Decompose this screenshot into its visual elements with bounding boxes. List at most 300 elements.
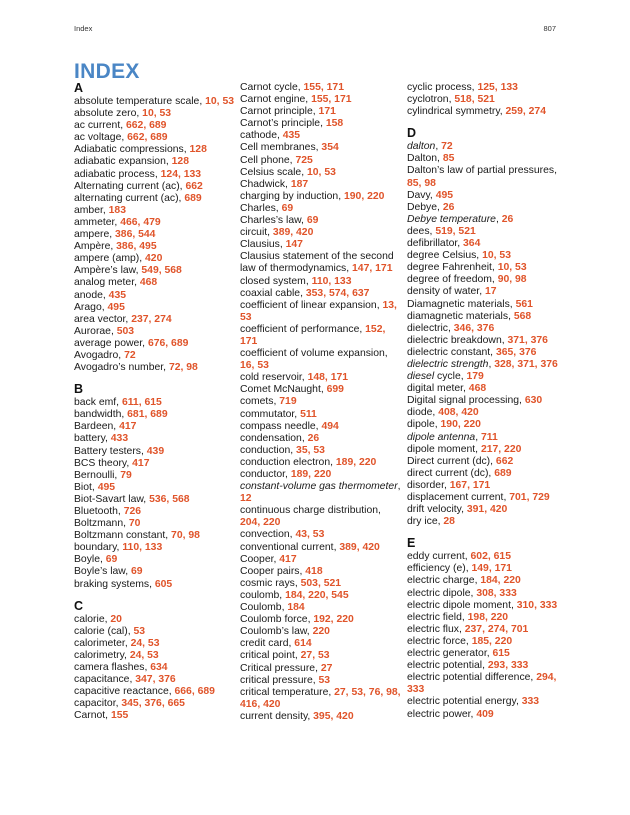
index-entry: [407, 575, 569, 587]
entry-pages[interactable]: 69: [281, 202, 294, 214]
entry-term: analog meter,: [74, 277, 140, 289]
entry-term: Coulomb,: [240, 602, 288, 614]
entry-pages[interactable]: 259, 274: [505, 106, 546, 118]
entry-pages[interactable]: 681, 689: [127, 409, 168, 421]
entry-pages[interactable]: 495: [97, 481, 116, 493]
entry-pages[interactable]: 435: [108, 289, 127, 301]
entry-pages[interactable]: 43, 53: [295, 529, 325, 541]
entry-term: camera flashes,: [74, 662, 151, 674]
index-entry: [240, 469, 402, 481]
entry-pages[interactable]: 605: [154, 578, 173, 590]
entry-pages[interactable]: 148, 171: [307, 372, 349, 384]
entry-pages[interactable]: 85, 98: [407, 177, 436, 189]
entry-pages[interactable]: 662, 689: [125, 120, 167, 132]
entry-term: Cell phone,: [240, 154, 296, 166]
index-entry: [240, 384, 402, 396]
entry-term: calorimetry,: [74, 649, 130, 661]
entry-pages[interactable]: 124, 133: [160, 168, 202, 180]
entry-pages[interactable]: 345, 376, 665: [121, 698, 185, 710]
entry-pages[interactable]: 391, 420: [466, 504, 508, 516]
entry-pages[interactable]: 630: [524, 395, 543, 407]
entry-term: Direct current (dc),: [407, 455, 496, 467]
entry-pages[interactable]: 13, 53: [240, 299, 397, 323]
entry-term: eddy current,: [407, 551, 471, 563]
index-entry: [407, 238, 569, 250]
index-entry: [240, 602, 402, 614]
index-entry: [407, 395, 569, 407]
index-entry: [74, 638, 236, 650]
index-entry: [407, 456, 569, 468]
entry-pages[interactable]: 294, 333: [407, 672, 557, 696]
entry-pages[interactable]: 354: [321, 142, 339, 154]
index-entry: [240, 203, 402, 215]
entry-pages[interactable]: 662: [495, 455, 514, 467]
entry-pages[interactable]: 389, 420: [339, 541, 380, 553]
entry-pages[interactable]: 503: [116, 325, 135, 337]
entry-pages[interactable]: 237, 274, 701: [464, 623, 529, 635]
entry-term: current density,: [240, 710, 314, 722]
section-letter: C: [74, 598, 84, 613]
entry-pages[interactable]: 24, 53: [130, 637, 160, 649]
index-entry: [240, 433, 402, 445]
entry-term: Clausius,: [240, 239, 286, 251]
entry-pages[interactable]: 389, 420: [272, 227, 314, 239]
entry-pages[interactable]: 27, 53: [300, 650, 330, 662]
entry-pages[interactable]: 217, 220: [480, 443, 522, 455]
entry-pages[interactable]: 417: [132, 457, 150, 469]
entry-term: dipole moment,: [407, 443, 481, 455]
entry-term: calorie (cal),: [74, 625, 134, 637]
entry-pages[interactable]: 386, 544: [115, 229, 156, 241]
entry-term: direct current (dc),: [407, 467, 495, 479]
entry-pages[interactable]: 549, 568: [141, 265, 182, 277]
entry-term: dielectric breakdown,: [407, 334, 508, 346]
entry-pages[interactable]: 518, 521: [454, 94, 495, 106]
entry-term: comets,: [240, 396, 280, 408]
entry-pages[interactable]: 190, 220: [343, 190, 385, 202]
entry-pages[interactable]: 701, 729: [509, 492, 550, 503]
index-entry: [240, 638, 402, 650]
entry-pages[interactable]: 53: [318, 674, 331, 686]
entry-separator: ,: [397, 481, 401, 493]
index-entry: [74, 362, 236, 374]
entry-pages[interactable]: 495: [435, 189, 454, 201]
entry-term: degree of freedom,: [407, 274, 498, 286]
entry-term: electric potential,: [407, 660, 488, 672]
entry-term: diamagnetic materials,: [407, 310, 514, 322]
index-entry: [240, 227, 402, 239]
entry-term: Debye temperature: [407, 213, 496, 225]
entry-term: coefficient of performance,: [240, 323, 366, 335]
entry-term: Dalton’s law of partial pressures,: [407, 165, 557, 177]
entry-pages[interactable]: 308, 333: [476, 587, 517, 599]
entry-pages[interactable]: 26: [307, 432, 320, 444]
entry-pages[interactable]: 408, 420: [438, 407, 479, 419]
entry-pages[interactable]: 152, 171: [240, 323, 386, 347]
entry-pages[interactable]: 184, 220, 545: [285, 589, 349, 601]
index-entry: [407, 709, 569, 721]
index-entry: [240, 614, 402, 626]
entry-pages[interactable]: 725: [295, 154, 313, 166]
entry-term: dees,: [407, 225, 436, 237]
entry-pages[interactable]: 35, 53: [296, 444, 325, 456]
index-entry: [407, 480, 569, 492]
entry-pages[interactable]: 204, 220: [240, 517, 281, 529]
index-entry: [74, 217, 236, 229]
entry-pages[interactable]: 53: [133, 625, 146, 637]
index-entry: [407, 419, 569, 431]
entry-pages[interactable]: 371, 376: [507, 334, 548, 346]
entry-pages[interactable]: 171: [318, 106, 336, 118]
entry-term: average power,: [74, 337, 148, 349]
entry-term: dipole,: [407, 419, 441, 431]
entry-pages[interactable]: 494: [321, 420, 339, 432]
index-entry: [407, 106, 569, 118]
entry-term: dipole antenna: [407, 431, 476, 443]
index-entry: [74, 698, 236, 710]
index-entry: [240, 372, 402, 384]
entry-term: Debye,: [407, 201, 443, 213]
entry-pages[interactable]: 147: [285, 239, 303, 251]
index-entry: [240, 542, 402, 554]
index-entry: [240, 663, 402, 675]
running-head-section: Index: [74, 24, 93, 33]
index-entry: [74, 614, 236, 626]
entry-pages[interactable]: 183: [108, 204, 126, 216]
entry-pages[interactable]: 128: [171, 156, 189, 168]
entry-pages[interactable]: 110, 133: [122, 542, 163, 554]
entry-term: electric force,: [407, 635, 472, 647]
index-entry: [407, 371, 569, 383]
index-entry: [240, 445, 402, 457]
entry-pages[interactable]: 158: [325, 118, 344, 130]
index-entry: [240, 554, 402, 566]
entry-separator: ,: [495, 213, 502, 225]
entry-pages[interactable]: 519, 521: [435, 225, 476, 237]
index-entry: [240, 650, 402, 662]
entry-pages[interactable]: 420: [145, 253, 163, 265]
index-entry: [407, 492, 569, 504]
entry-pages[interactable]: 192, 220: [313, 614, 354, 626]
entry-pages[interactable]: 495: [107, 301, 125, 313]
entry-pages[interactable]: 333: [521, 696, 540, 708]
entry-pages[interactable]: 417: [279, 553, 297, 565]
entry-pages[interactable]: 26: [442, 201, 455, 213]
entry-term: critical temperature,: [240, 686, 335, 698]
entry-pages[interactable]: 353, 574, 637: [305, 287, 370, 299]
entry-term: Dalton,: [407, 153, 443, 165]
entry-pages[interactable]: 346, 376: [453, 322, 495, 334]
index-entry: [240, 179, 402, 191]
index-entry: [74, 530, 236, 542]
index-entry: [74, 433, 236, 445]
index-entry: [74, 710, 236, 722]
index-entry: [240, 276, 402, 288]
entry-pages[interactable]: 155: [110, 710, 129, 722]
entry-term: amber,: [74, 204, 109, 216]
index-entry: [240, 82, 402, 94]
entry-pages[interactable]: 16, 53: [240, 360, 269, 372]
entry-pages[interactable]: 418: [305, 565, 323, 577]
entry-pages[interactable]: 676, 689: [147, 337, 189, 349]
entry-pages[interactable]: 364: [463, 238, 481, 250]
entry-term: cylindrical symmetry,: [407, 106, 506, 118]
entry-pages[interactable]: 10, 53: [142, 108, 172, 120]
entry-pages[interactable]: 198, 220: [467, 611, 509, 623]
entry-term: Clausius statement of the second law of thermodynamics,: [240, 251, 394, 275]
index-entry: [407, 214, 569, 226]
entry-pages[interactable]: 189, 220: [335, 456, 377, 468]
entry-term: alternating current (ac),: [74, 192, 185, 204]
entry-term: BCS theory,: [74, 457, 133, 469]
entry-pages[interactable]: 20: [110, 613, 122, 625]
index-entry: [74, 542, 236, 554]
entry-term: compass needle,: [240, 420, 322, 432]
entry-term: credit card,: [240, 638, 295, 650]
entry-pages[interactable]: 711: [480, 431, 498, 443]
entry-pages[interactable]: 27, 53, 76, 98, 416, 420: [240, 686, 401, 710]
entry-pages[interactable]: 699: [326, 384, 344, 396]
index-entry: [74, 579, 236, 591]
index-entry: [74, 120, 236, 132]
entry-term: coulomb,: [240, 589, 286, 601]
entry-pages[interactable]: 237, 274: [131, 313, 172, 325]
entry-pages[interactable]: 10, 53: [205, 96, 235, 107]
index-entry: [74, 650, 236, 662]
index-entry: [74, 265, 236, 277]
entry-term: Biot-Savart law,: [74, 493, 150, 505]
entry-term: Avogadro’s number,: [74, 362, 169, 374]
entry-pages[interactable]: 503, 521: [300, 577, 342, 589]
index-column-1: [74, 82, 236, 723]
entry-pages[interactable]: 409: [476, 708, 494, 720]
entry-pages[interactable]: 468: [139, 277, 158, 289]
entry-term: absolute zero,: [74, 108, 143, 120]
entry-pages[interactable]: 189, 220: [290, 469, 332, 480]
entry-pages[interactable]: 611, 615: [121, 397, 162, 409]
index-entry: [240, 324, 402, 348]
entry-pages[interactable]: 69: [131, 566, 143, 578]
entry-pages[interactable]: 147, 171: [352, 263, 393, 275]
entry-pages[interactable]: 125, 133: [477, 82, 518, 93]
entry-pages[interactable]: 726: [123, 506, 142, 517]
entry-term: conventional current,: [240, 541, 340, 553]
entry-pages[interactable]: 347, 376: [135, 674, 176, 686]
entry-term: ampere,: [74, 229, 116, 241]
entry-term: back emf,: [74, 397, 122, 409]
entry-term: cold reservoir,: [240, 372, 308, 384]
entry-term: continuous charge distribution,: [240, 505, 381, 517]
entry-term: coaxial cable,: [240, 287, 306, 299]
index-entry: [74, 96, 236, 108]
section-letter: A: [74, 81, 84, 95]
index-entry: [407, 82, 569, 94]
entry-term: Avogadro,: [74, 349, 125, 361]
index-entry: [74, 350, 236, 362]
entry-pages[interactable]: 72: [441, 141, 453, 153]
entry-pages[interactable]: 69: [306, 215, 319, 227]
entry-term: ac voltage,: [74, 132, 128, 144]
index-entry: [74, 144, 236, 156]
entry-term: Bardeen,: [74, 421, 120, 433]
index-entry: [74, 229, 236, 241]
entry-pages[interactable]: 662, 689: [127, 132, 168, 144]
entry-term: Critical pressure,: [240, 662, 321, 674]
running-head: [74, 24, 556, 33]
index-entry: [407, 359, 569, 371]
entry-pages[interactable]: 10, 53: [497, 262, 527, 274]
index-entry: [240, 687, 402, 711]
entry-pages[interactable]: 365, 376: [495, 346, 537, 358]
entry-term: diode,: [407, 407, 439, 419]
entry-pages[interactable]: 85: [442, 153, 455, 165]
index-entry: [74, 506, 236, 518]
entry-term: Coulomb’s law,: [240, 626, 313, 638]
index-entry: [240, 288, 402, 300]
entry-term: Bernoulli,: [74, 469, 121, 481]
entry-term: area vector,: [74, 313, 132, 325]
entry-pages[interactable]: 439: [146, 445, 165, 457]
entry-pages[interactable]: 662: [185, 180, 203, 192]
entry-term: convection,: [240, 529, 296, 541]
entry-term: capacitive reactance,: [74, 686, 175, 698]
index-entry: [240, 409, 402, 421]
entry-pages[interactable]: 72, 98: [168, 362, 198, 374]
entry-term: Chadwick,: [240, 178, 291, 190]
entry-term: constant-volume gas thermometer: [240, 481, 398, 493]
entry-pages[interactable]: 568: [513, 310, 532, 322]
entry-pages[interactable]: 719: [279, 396, 297, 408]
entry-pages[interactable]: 293, 333: [487, 660, 529, 672]
entry-pages[interactable]: 433: [110, 433, 129, 445]
entry-pages[interactable]: 689: [494, 467, 512, 479]
index-entry: [74, 446, 236, 458]
entry-pages[interactable]: 70, 98: [171, 530, 200, 542]
entry-pages[interactable]: 26: [501, 213, 514, 225]
index-entry: [240, 675, 402, 687]
entry-pages[interactable]: 220: [312, 626, 330, 638]
index-entry: [407, 551, 569, 563]
entry-pages[interactable]: 602, 615: [470, 551, 511, 563]
index-entry: [407, 311, 569, 323]
entry-pages[interactable]: 666, 689: [174, 686, 215, 698]
section-letter: D: [407, 126, 417, 141]
entry-pages[interactable]: 395, 420: [313, 710, 354, 722]
entry-term: Carnot cycle,: [240, 82, 304, 93]
entry-term: Ampère,: [74, 241, 117, 253]
index-entry: [74, 132, 236, 144]
index-entry: [74, 482, 236, 494]
entry-pages[interactable]: 179: [466, 371, 484, 383]
entry-pages[interactable]: 417: [119, 421, 137, 433]
entry-pages[interactable]: 128: [189, 144, 207, 156]
entry-pages[interactable]: 72: [124, 349, 136, 361]
entry-pages[interactable]: 149, 171: [471, 563, 512, 575]
entry-term: commutator,: [240, 408, 301, 420]
index-entry: [407, 660, 569, 672]
entry-term: electric charge,: [407, 575, 481, 587]
entry-pages[interactable]: 561: [515, 298, 533, 310]
index-title: INDEX: [74, 60, 140, 83]
index-entry: [407, 286, 569, 298]
entry-pages[interactable]: 167, 171: [449, 479, 491, 491]
entry-pages[interactable]: 615: [492, 648, 510, 660]
entry-pages[interactable]: 27: [320, 662, 333, 674]
index-entry: [74, 326, 236, 338]
entry-pages[interactable]: 466, 479: [120, 216, 161, 228]
index-entry: [240, 130, 402, 142]
entry-term: ac current,: [74, 120, 126, 132]
entry-pages[interactable]: 12: [240, 493, 252, 505]
entry-pages[interactable]: 24, 53: [129, 649, 159, 661]
entry-pages[interactable]: 190, 220: [440, 419, 481, 431]
entry-pages[interactable]: 614: [294, 638, 312, 650]
index-entry: [407, 323, 569, 335]
entry-pages[interactable]: 70: [128, 518, 141, 530]
entry-term: electric dipole moment,: [407, 599, 517, 611]
entry-pages[interactable]: 184: [287, 602, 305, 614]
index-entry: [407, 262, 569, 274]
index-entry: [240, 626, 402, 638]
index-entry: [74, 470, 236, 482]
entry-pages[interactable]: 155, 171: [311, 94, 352, 106]
index-entry: [407, 624, 569, 636]
entry-pages[interactable]: 185, 220: [471, 635, 513, 647]
entry-pages[interactable]: 10, 53: [307, 166, 336, 178]
index-entry: [407, 141, 569, 153]
entry-term: density of water,: [407, 286, 485, 298]
entry-pages[interactable]: 10, 53: [482, 250, 511, 262]
entry-term: cyclic process,: [407, 82, 478, 93]
entry-pages[interactable]: 155, 171: [303, 82, 344, 93]
entry-term: closed system,: [240, 275, 312, 287]
entry-pages[interactable]: 17: [484, 286, 497, 298]
entry-term: Boltzmann constant,: [74, 530, 172, 542]
section-letter: E: [407, 536, 416, 551]
index-entry: [240, 215, 402, 227]
entry-term: dalton: [407, 141, 436, 153]
entry-pages[interactable]: 187: [290, 178, 309, 190]
entry-pages[interactable]: 310, 333: [516, 599, 558, 611]
entry-pages[interactable]: 386, 495: [116, 241, 157, 253]
entry-pages[interactable]: 184, 220: [480, 575, 521, 587]
entry-pages[interactable]: 435: [282, 130, 301, 142]
entry-term: electric power,: [407, 708, 477, 720]
entry-pages[interactable]: 69: [105, 554, 118, 566]
entry-term: dry ice,: [407, 516, 444, 528]
entry-pages[interactable]: 536, 568: [149, 493, 190, 505]
entry-pages[interactable]: 79: [120, 469, 132, 481]
entry-term: conduction,: [240, 444, 297, 456]
entry-term: Boyle’s law,: [74, 566, 131, 578]
entry-pages[interactable]: 689: [184, 192, 202, 204]
entry-pages[interactable]: 90, 98: [497, 274, 527, 286]
entry-pages[interactable]: 328, 371, 376: [494, 358, 558, 370]
entry-pages[interactable]: 110, 133: [311, 275, 352, 287]
index-entry: [240, 167, 402, 179]
entry-pages[interactable]: 511: [300, 408, 317, 420]
entry-pages[interactable]: 468: [468, 383, 487, 395]
entry-separator: cycle,: [434, 371, 467, 383]
entry-pages[interactable]: 634: [150, 662, 168, 674]
entry-term: electric potential difference,: [407, 672, 537, 684]
entry-term: cyclotron,: [407, 94, 455, 106]
entry-term: circuit,: [240, 227, 273, 239]
index-entry: [74, 181, 236, 193]
entry-pages[interactable]: 28: [443, 516, 455, 528]
index-entry: [74, 458, 236, 470]
index-entry: [74, 169, 236, 181]
